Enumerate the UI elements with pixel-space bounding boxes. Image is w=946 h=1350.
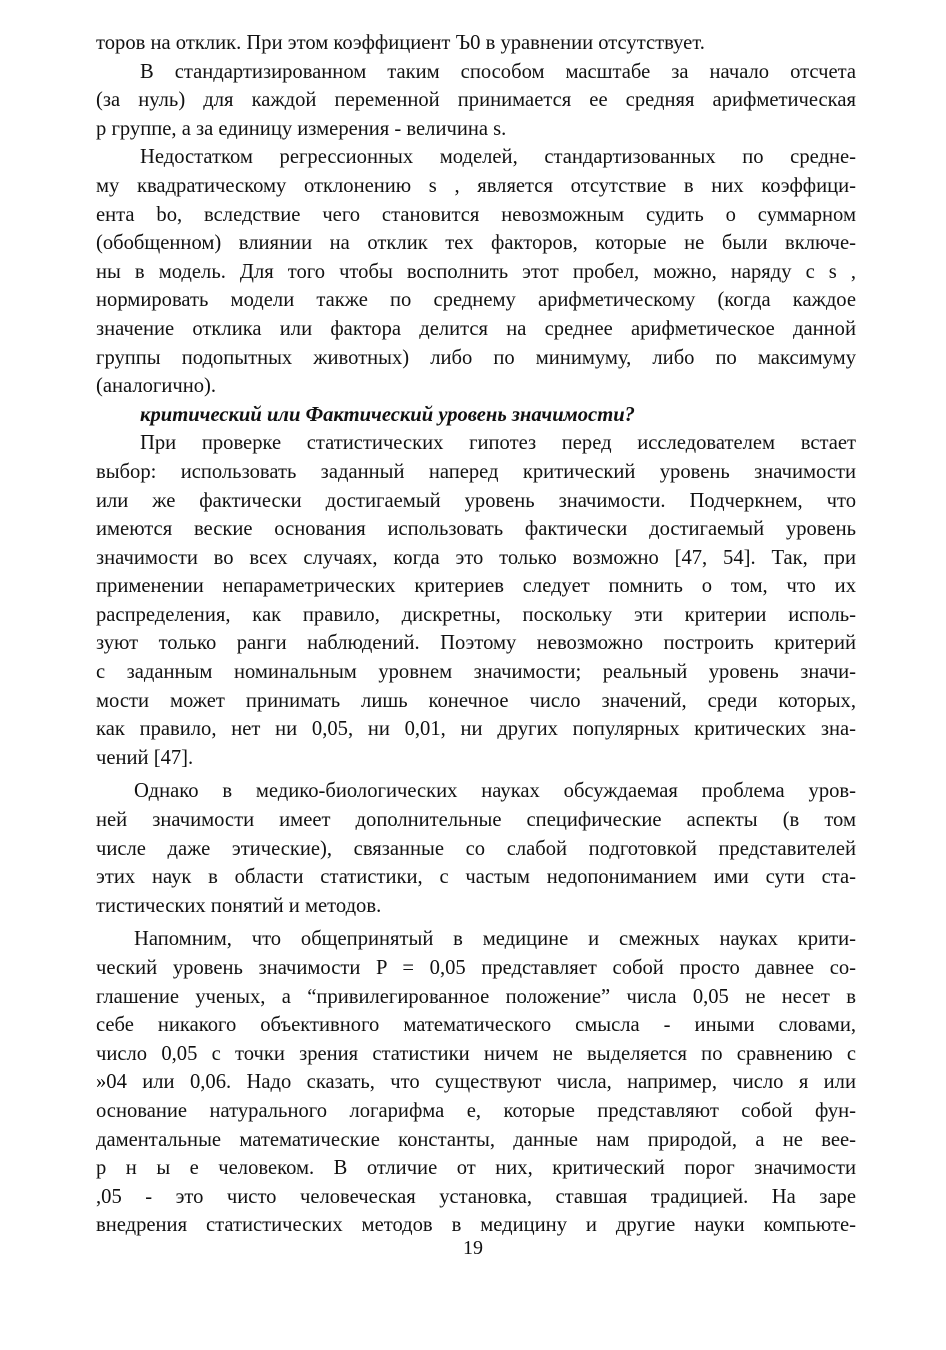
page-body [96,29,856,1240]
text-line: ента bo, вследствие чего становится невозможным судить о суммарном [96,203,856,226]
text-line: этих наук в области статистики, с частым недопониманием ими сути ста- [96,866,856,889]
text-line: р н ы е человеком. В отличие от них, критический порог значимости [96,1157,856,1180]
page-number: 19 [463,1237,483,1259]
text-line: зуют только ранги наблюдений. Поэтому невозможно построить критерий [96,632,856,655]
text-line: (аналогично). [96,375,217,398]
text-line: группы подопытных животных) либо по минимуму, либо по максимуму [96,346,856,369]
text-line: глашение ученых, а “привилегированное положение” числа 0,05 не несет в [96,985,856,1008]
text-line: В стандартизированном таким способом масштабе за начало отсчета [140,60,856,83]
text-line: Напомним, что общепринятый в медицине и смежных науках крити- [134,928,856,951]
paragraph [96,29,856,58]
text-line: нормировать модели также по среднему арифметическому (когда каждое [96,289,856,312]
text-line: основание натурального логарифма е, которые представляют собой фун- [96,1099,856,1122]
text-line: как правило, нет ни 0,05, ни 0,01, ни других популярных критических зна- [96,718,856,741]
text-line: даментальные математические константы, данные нам природой, а не вее- [96,1128,856,1151]
text-line: р группе, а за единицу измерения - величина s. [96,117,507,140]
text-line: числе даже этические), связанные со слабой подготовкой представителей [96,837,856,860]
text-line: торов на отклик. При этом коэффициент Ъ0 в уравнении отсутствует. [96,32,705,54]
text-line: мости может принимать лишь конечное число значений, среди которых, [96,689,856,712]
paragraph [96,58,856,144]
text-line: ческий уровень значимости P = 0,05 представляет собой просто давнее со- [96,957,856,979]
text-line: чений [47]. [96,746,194,769]
text-line: с заданным номинальным уровнем значимости; реальный уровень значи- [96,661,856,684]
text-line: или же фактически достигаемый уровень значимости. Подчеркнем, что [96,489,856,512]
text-line: При проверке статистических гипотез перед исследователем встает [140,432,856,455]
text-line: Недостатком регрессионных моделей, стандартизованных по средне- [140,146,856,169]
text-line: (обобщенном) влиянии на отклик тех факторов, которые не были включе- [96,232,856,255]
text-line: (за нуль) для каждой переменной принимается ее средняя арифметическая [96,89,856,112]
text-line: внедрения статистических методов в медицину и другие науки компьюте- [96,1214,856,1237]
text-line: ,05 - это чисто человеческая установка, ставшая традицией. На заре [96,1185,856,1208]
text-line: му квадратическому отклонению s , является отсутствие в них коэффици- [96,174,856,197]
paragraph [96,777,856,920]
text-line: Однако в медико-биологических науках обсуждаемая проблема уров- [134,780,856,803]
text-line: значимости во всех случаях, когда это только возможно [47, 54]. Так, при [96,546,856,569]
text-line: значение отклика или фактора делится на среднее арифметическое данной [96,317,856,340]
text-line: распределения, как правило, дискретны, поскольку эти критерии исполь- [96,603,856,626]
text-line: число 0,05 с точки зрения статистики ничем не выделяется по сравнению с [96,1042,856,1065]
text-line: ней значимости имеет дополнительные специфические аспекты (в том [96,809,856,832]
section-heading: критический или Фактический уровень значимости? [140,403,635,426]
text-line: себе никакого объективного математического смысла - иными словами, [96,1014,856,1037]
paragraph [96,429,856,772]
text-line: »04 или 0,06. Надо сказать, что существуют числа, например, число я или [96,1071,856,1094]
paragraph [96,925,856,1240]
text-line: тистических понятий и методов. [96,894,382,917]
text-line: имеются веские основания использовать фактически достигаемый уровень [96,518,856,541]
text-line: выбор: использовать заданный наперед критический уровень значимости [96,460,856,483]
paragraph [96,143,856,400]
text-line: применении непараметрических критериев следует помнить о том, что их [96,575,856,598]
text-line: ны в модель. Для того чтобы восполнить этот пробел, можно, наряду с s , [96,260,856,283]
